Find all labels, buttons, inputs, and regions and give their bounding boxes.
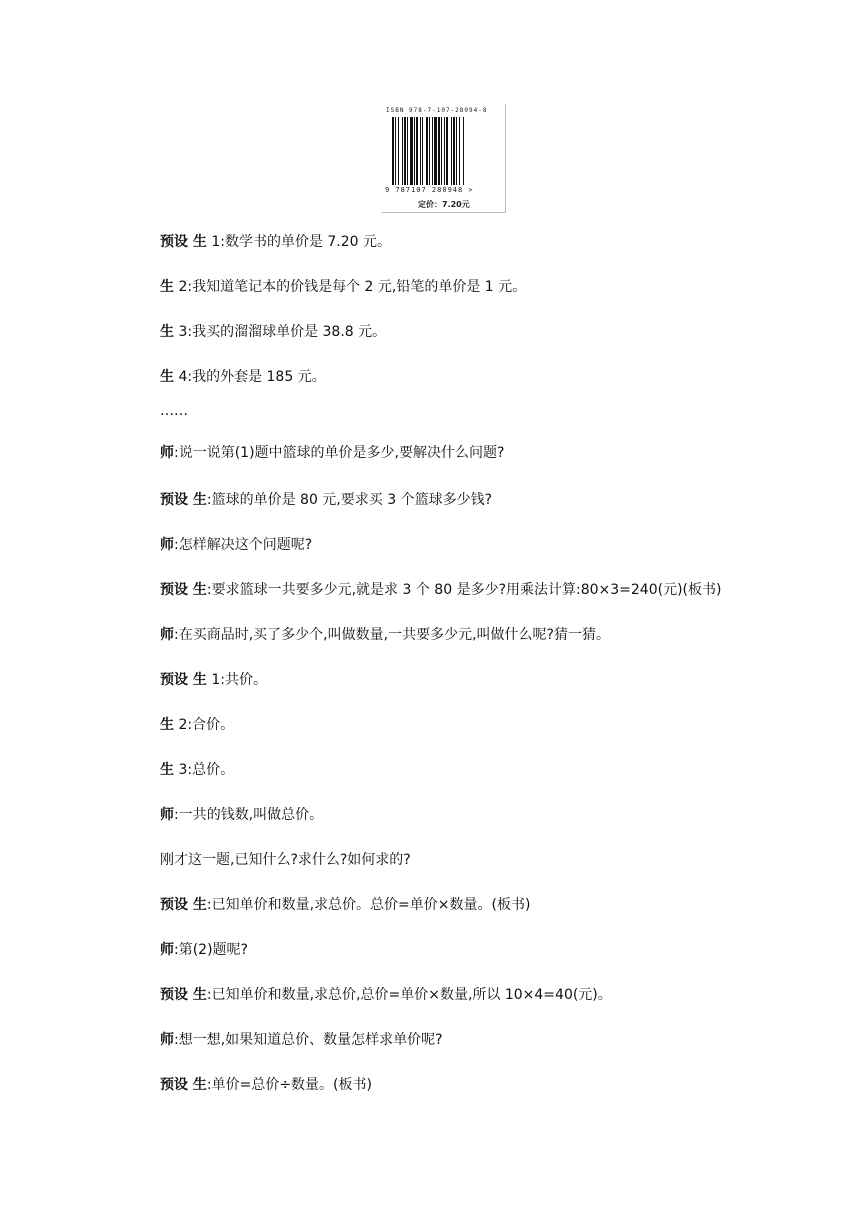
dialogue-line	[160, 368, 326, 386]
dialogue-line	[160, 1076, 372, 1094]
dialogue-line	[160, 986, 612, 1004]
barcode-bar	[426, 117, 428, 185]
line-text: 3:总价。	[174, 762, 235, 778]
barcode-bar	[416, 117, 418, 185]
barcode-bar	[422, 117, 423, 185]
dialogue-line	[160, 444, 504, 462]
dialogue-line	[160, 536, 312, 554]
speaker-label: 预设 生	[160, 492, 207, 508]
speaker-label: 师	[160, 807, 174, 823]
line-text: :已知单价和数量,求总价,总价=单价×数量,所以 10×4=40(元)。	[206, 987, 612, 1003]
speaker-label: 师	[160, 627, 174, 643]
barcode-bar	[398, 117, 399, 185]
speaker-label: 师	[160, 445, 174, 461]
dialogue-line	[160, 806, 323, 824]
line-text: 2:我知道笔记本的价钱是每个 2 元,铅笔的单价是 1 元。	[174, 279, 527, 295]
line-text: :怎样解决这个问题呢?	[174, 537, 313, 553]
dialogue-line	[160, 716, 234, 734]
speaker-label: 预设 生	[160, 897, 207, 913]
barcode-bars	[392, 117, 496, 185]
speaker-label: 生	[160, 279, 174, 295]
speaker-label: 师	[160, 1032, 174, 1048]
dialogue-line	[160, 581, 721, 599]
dialogue-line	[160, 402, 188, 420]
line-text: 4:我的外套是 185 元。	[174, 369, 326, 385]
barcode-digits: 9 787107 280948 >	[385, 186, 474, 194]
line-text: ……	[160, 403, 188, 419]
line-text: :一共的钱数,叫做总价。	[174, 807, 324, 823]
line-text: :想一想,如果知道总价、数量怎样求单价呢?	[174, 1032, 443, 1048]
speaker-label: 预设 生	[160, 672, 207, 688]
barcode-bar	[410, 117, 413, 185]
line-text: :说一说第(1)题中篮球的单价是多少,要解决什么问题?	[174, 445, 505, 461]
dialogue-line	[160, 323, 386, 341]
dialogue-line	[160, 851, 411, 869]
line-text: 1:共价。	[206, 672, 267, 688]
line-text: 1:数学书的单价是 7.20 元。	[206, 234, 392, 250]
barcode-bar	[463, 117, 464, 185]
line-text: :第(2)题呢?	[174, 942, 248, 958]
speaker-label: 生	[160, 324, 174, 340]
barcode-bar	[404, 117, 406, 185]
book-barcode-image	[382, 104, 506, 213]
line-text: 3:我买的溜溜球单价是 38.8 元。	[174, 324, 387, 340]
dialogue-line	[160, 491, 492, 509]
line-text: 2:合价。	[174, 717, 235, 733]
barcode-bar	[434, 117, 437, 185]
line-text: 刚才这一题,已知什么?求什么?如何求的?	[160, 852, 411, 868]
speaker-label: 师	[160, 942, 174, 958]
barcode-bar	[456, 117, 457, 185]
barcode-bar	[444, 117, 445, 185]
barcode-bar	[395, 117, 396, 185]
dialogue-line	[160, 278, 526, 296]
isbn-text: ISBN 978-7-107-28094-8	[386, 107, 488, 114]
dialogue-line	[160, 626, 610, 644]
dialogue-line	[160, 1031, 443, 1049]
barcode-bar	[453, 117, 455, 185]
price-label: 定价：7.20元	[418, 200, 470, 209]
speaker-label: 生	[160, 762, 174, 778]
barcode-bar	[451, 117, 452, 185]
barcode-bar	[432, 117, 433, 185]
barcode-bar	[441, 117, 442, 185]
barcode-bar	[446, 117, 448, 185]
line-text: :在买商品时,买了多少个,叫做数量,一共要多少元,叫做什么呢?猜一猜。	[174, 627, 610, 643]
barcode-bar	[407, 117, 408, 185]
line-text: :单价=总价÷数量。(板书)	[206, 1077, 372, 1093]
line-text: :篮球的单价是 80 元,要求买 3 个篮球多少钱?	[206, 492, 492, 508]
speaker-label: 预设 生	[160, 1077, 207, 1093]
dialogue-line	[160, 941, 248, 959]
line-text: :要求篮球一共要多少元,就是求 3 个 80 是多少?用乘法计算:80×3=240(元)(板书)	[206, 582, 722, 598]
speaker-label: 生	[160, 369, 174, 385]
dialogue-line	[160, 761, 234, 779]
speaker-label: 预设 生	[160, 987, 207, 1003]
barcode-bar	[392, 117, 394, 185]
barcode-bar	[429, 117, 430, 185]
speaker-label: 生	[160, 717, 174, 733]
dialogue-line	[160, 233, 391, 251]
line-text: :已知单价和数量,求总价。总价=单价×数量。(板书)	[206, 897, 531, 913]
barcode-bar	[459, 117, 460, 185]
barcode-bar	[420, 117, 421, 185]
dialogue-line	[160, 671, 267, 689]
barcode-bar	[438, 117, 440, 185]
barcode-bar	[402, 117, 403, 185]
dialogue-line	[160, 896, 530, 914]
speaker-label: 预设 生	[160, 234, 207, 250]
speaker-label: 预设 生	[160, 582, 207, 598]
barcode-bar	[414, 117, 415, 185]
speaker-label: 师	[160, 537, 174, 553]
